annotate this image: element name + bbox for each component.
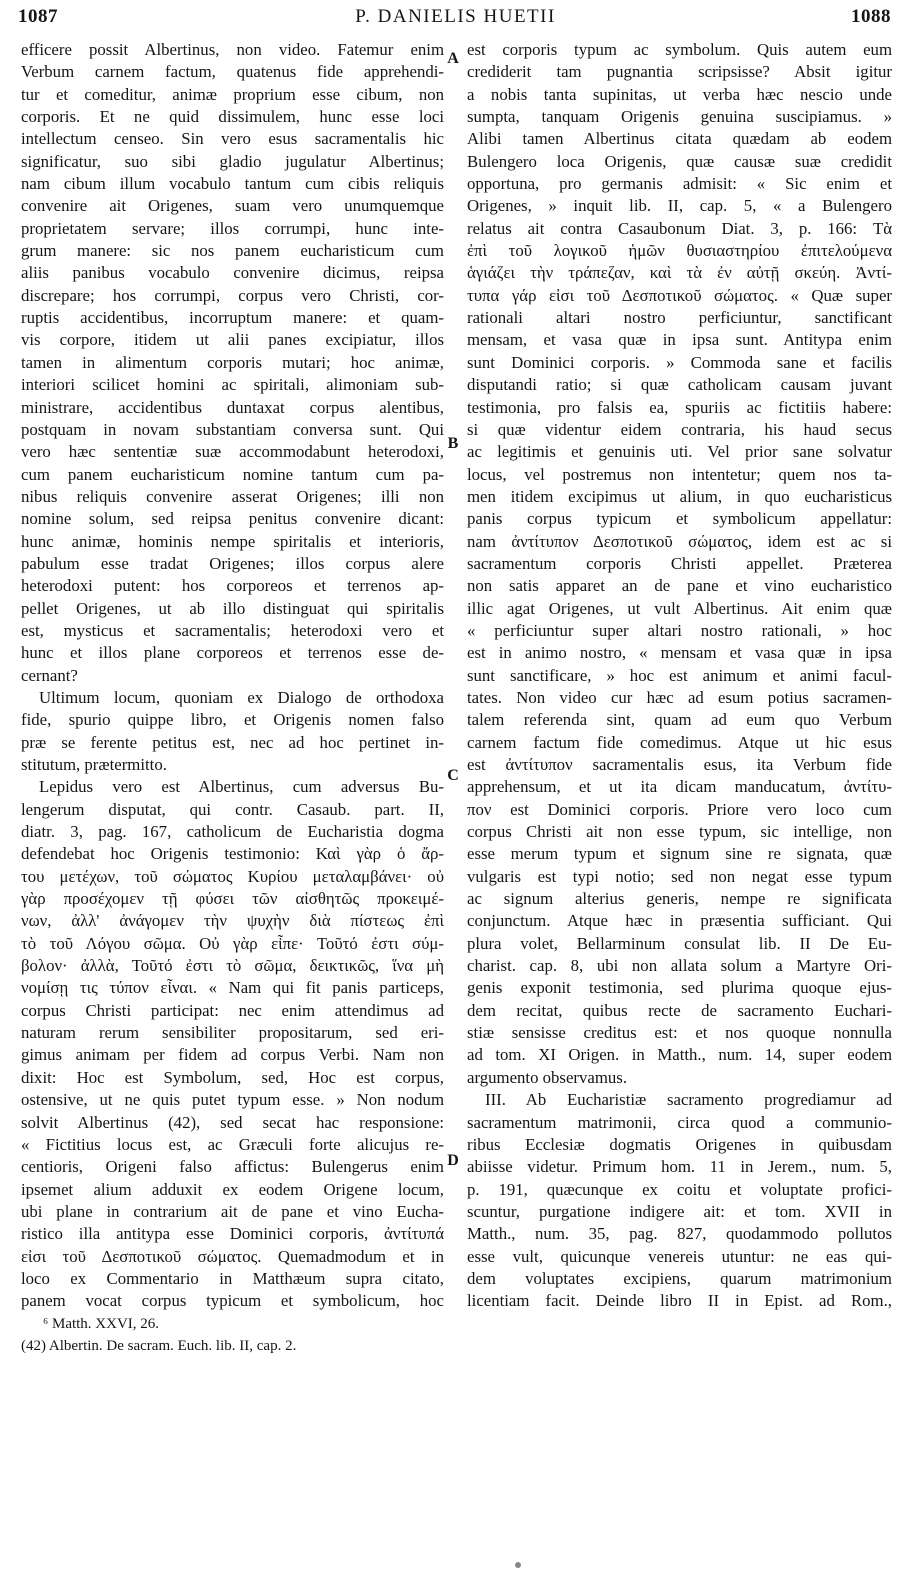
text-line: ad tom. XI Origen. in Matth., num. 14, super eodem (467, 1045, 892, 1065)
text-line: τυπα γάρ εἰσι τοῦ Δεσποτικοῦ σώματος. « Quæ super (467, 285, 892, 305)
text-line: του μετέχων, τοῦ σώματος Κυρίου μεταλαμβάνει· οὐ (21, 866, 444, 886)
text-line: dem voluptates excipiens, quarum matrimonium (467, 1268, 892, 1288)
text-line: scuntur, purgatione indigere ait: et tom. XVII in (467, 1201, 892, 1221)
text-line: esse merum typum et signum sine re signata, quæ (467, 844, 892, 864)
text-line: Ultimum locum, quoniam ex Dialogo de orthodoxa (39, 687, 444, 707)
text-line: rationali altari nostro perficiuntur, sanctificant (467, 308, 892, 328)
text-line: ribus Ecclesiæ dogmatis Origenes in quibusdam (467, 1134, 892, 1154)
text-line: p. 191, quæcunque ex coitu et voluptate profici- (467, 1179, 892, 1199)
section-marker-d: D (447, 1152, 459, 1169)
text-line: si quæ videntur eidem contraria, his haud secus (467, 419, 892, 439)
text-line: νομίσῃ τις τύπον εἶναι. « Nam qui fit panis particeps, (21, 978, 444, 998)
text-line: genis exponit testimonia, sed plurima quoque ejus- (467, 978, 892, 998)
text-line: est corporis typum ac symbolum. Quis autem eum (467, 40, 892, 59)
text-line: sunt sanctificare, » hoc est animum et animi facul- (467, 665, 892, 685)
text-line: convenire ait Origenes, suam vero unumquemque (21, 196, 444, 216)
right-column (467, 39, 892, 1313)
text-line: discrepare; hos corrumpi, corpus vero Christi, cor- (21, 285, 444, 305)
text-line: defendebat hoc Origenis testimonio: Καὶ γὰρ ὁ ἄρ- (21, 844, 444, 864)
text-line: « perficiuntur super altari nostro rationali, » hoc (467, 620, 892, 640)
text-line: testimonia, pro falsis ea, spuriis ac fictitiis habere: (467, 397, 892, 417)
text-line: ac signum alterius generis, nempe re significata (467, 889, 892, 909)
text-line: ipsemet alium adduxit ex eodem Origene locum, (21, 1179, 444, 1199)
text-line: sacramentum matrimonii, circa quod a communio- (467, 1112, 892, 1132)
text-line: esse vult, quicunque venereis utuntur: ne eas qui- (467, 1246, 892, 1266)
text-line: lengerum disputat, qui contr. Casaub. part. II, (21, 799, 444, 819)
text-line: tamen in alimentum corporis mutari; hoc animæ, (21, 352, 444, 372)
text-line: sacramentum corporis Christi appellet. Præterea (467, 553, 892, 573)
text-line: diatr. 3, pag. 167, catholicum de Eucharistia dogma (21, 822, 444, 842)
text-line: aliis panibus vocabulo convenire dicimus, reipsa (21, 263, 444, 283)
text-line: panem vocat corpus typicum et symbolicum, hoc (21, 1291, 444, 1311)
text-line: tates. Non video cur hæc ad esum potius sacramen- (467, 687, 892, 707)
text-line: εἰσι τοῦ Δεσποτικοῦ σώματος. Quemadmodum et in (21, 1246, 444, 1266)
text-line: ruptis accidentibus, incorruptum manere: et quam- (21, 308, 444, 328)
text-line: corpus Christi participat: nec enim attendimus ad (21, 1000, 444, 1020)
text-line: ministrare, accidentibus duntaxat corpus alentibus, (21, 397, 444, 417)
running-title: P. DANIELIS HUETII (355, 6, 556, 27)
text-line: disputandi ratio; si quæ catholicam causam juvant (467, 375, 892, 395)
text-line: ostensive, ut ne quis putet typum esse. » Non nodum (21, 1090, 444, 1110)
text-line: pabulum esse tradat Origenes; illos corpus alere (21, 553, 444, 573)
text-line: « Fictitius locus est, ac Græculi forte alicujus re- (21, 1134, 444, 1154)
text-line: βολον· ἀλλὰ, Τοῦτό ἐστι τὸ σῶμα, δεικτικῶς, ἵνα μὴ (21, 956, 444, 976)
text-line: III. Ab Eucharistiæ sacramento progrediamur ad (485, 1090, 892, 1110)
text-line: illic agat Origenes, ut vult Albertinus. Ait enim quæ (467, 598, 892, 618)
text-line: proprietatem servare; illos corrumpi, hunc inte- (21, 218, 444, 238)
text-line: Verbum carnem factum, quatenus fide apprehendi- (21, 62, 444, 82)
text-line: ubi plane in contrarium ait de pane et vino Eucha- (21, 1201, 444, 1221)
section-marker-b: B (447, 435, 459, 452)
footnote: (42) Albertin. De sacram. Euch. lib. II, cap. 2. (21, 1337, 297, 1354)
section-marker-c: C (447, 767, 459, 784)
text-line: carnem factum fide comedimus. Atque ut hic esus (467, 732, 892, 752)
text-line: sumpta, tanquam Origenis genuina suscipiamus. » (467, 107, 892, 127)
text-line: argumento observamus. (467, 1067, 628, 1087)
text-line: licentiam facit. Deinde libro II in Epist. ad Rom., (467, 1291, 892, 1311)
text-line: dem recitat, quibus recte de sacramento Euchari- (467, 1000, 892, 1020)
text-line: Lepidus vero est Albertinus, cum adversus Bu- (39, 777, 444, 797)
text-line: hunc et illos plane corporeos et terrenos esse de- (21, 643, 444, 663)
text-line: panis corpus typicum et symbolicum appellatur: (467, 509, 892, 529)
text-line: vis corpore, itidem ut alii panes excipiatur, illos (21, 330, 444, 350)
text-line: ristico illa antitypa esse Dominici corporis, ἀντίτυπά (21, 1224, 444, 1244)
page-dot (515, 1562, 521, 1568)
text-line: Alibi tamen Albertinus citata quædam ab eodem (467, 129, 892, 149)
text-line: nibus reliquis convenire asserat Origenes; illi non (21, 486, 444, 506)
text-line: charist. cap. 8, ubi non allata solum a Martyre Ori- (467, 956, 892, 976)
text-line: ἁγιάζει τὴν τράπεζαν, καὶ τὰ ἐν αὐτῇ σκεύη. Ἀντί- (467, 263, 892, 283)
text-line: ac legitimis et genuinis uti. Vel prior sane solvatur (467, 442, 892, 462)
text-line: naturam rerum sensibiliter propositarum, sed eri- (21, 1023, 444, 1043)
text-line: Matth., num. 35, pag. 827, quodammodo pollutos (467, 1224, 892, 1244)
footnote: ⁶ Matth. XXVI, 26. (43, 1315, 160, 1332)
text-line: a nobis tanta supinitas, ut verba hæc nescio unde (467, 84, 892, 104)
text-line: vero hæc sententiæ suæ accommodabunt heterodoxi, (21, 442, 444, 462)
text-line: præ se ferente petitus est, nec ad hoc pertinet in- (21, 732, 444, 752)
text-line: fide, spurio quippe libro, et Origenis nomen falso (21, 710, 444, 730)
text-line: centioris, Origeni falso affictus: Bulengerus enim (21, 1157, 444, 1177)
text-line: plura volet, Bellarminum consulat lib. II De Eu- (467, 933, 892, 953)
text-line: heterodoxi putent: hos corporeos et terrenos ap- (21, 576, 444, 596)
text-line: mensam, et vasa quæ in ipsa sunt. Antitypa enim (467, 330, 892, 350)
text-line: intellectum censeo. Sin vero esus sacramentalis hic (21, 129, 444, 149)
text-line: locus, vel postremus non intentetur; quem nos ta- (467, 464, 892, 484)
text-line: gimus animam per fidem ad corpus Verbi. Nam non (21, 1045, 444, 1065)
text-line: dixit: Hoc est Symbolum, sed, Hoc est corpus, (21, 1067, 444, 1087)
text-line: tur et comeditur, animæ proprium esse cibum, non (21, 84, 444, 104)
text-line: nomine solum, sed reipsa penitus convenire dicant: (21, 509, 444, 529)
text-line: sunt Dominici corporis. » Commoda sane et facilis (467, 352, 892, 372)
text-line: vulgaris est typi notio; sed non negat esse typum (467, 866, 892, 886)
text-line: est ἀντίτυπον sacramentalis esus, ita Verbum fide (467, 755, 892, 774)
text-line: talem referenda sint, quam ad eum quo Verbum (467, 710, 892, 730)
text-line: grum manere: sic nos panem eucharisticum cum (21, 241, 444, 261)
page-number-left: 1087 (18, 6, 58, 27)
text-line: νων, ἀλλ' ἀνάγομεν τὴν ψυχὴν διὰ πίστεως ἐπὶ (21, 911, 444, 931)
text-line: nam cibum illum vocabulo tantum cum cibis reliquis (21, 174, 444, 194)
text-line: non satis apparet an de pane et vino eucharistico (467, 576, 892, 596)
text-line: crediderit tam pugnantia scripsisse? Absit igitur (467, 62, 892, 82)
text-line: nam ἀντίτυπον Δεσποτικοῦ σώματος, idem est ac si (467, 531, 892, 551)
text-line: significatur, suo sibi gladio jugulatur Albertinus; (21, 151, 444, 171)
text-line: cernant? (21, 665, 78, 685)
left-column (21, 39, 444, 1357)
text-line: postquam in novam substantiam conversa sunt. Qui (21, 419, 444, 439)
text-line: opportuna, pro germanis admisit: « Sic enim et (467, 174, 892, 194)
text-line: Origenes, » inquit lib. II, cap. 5, « a Bulengero (467, 196, 892, 216)
text-line: abiisse videtur. Primum hom. 11 in Jerem., num. 5, (467, 1157, 892, 1177)
page-header (0, 6, 911, 32)
text-line: est in animo nostro, « mensam et vasa quæ in ipsa (467, 643, 892, 663)
text-line: loco ex Commentario in Matthæum supra citato, (21, 1268, 444, 1288)
text-line: apprehensum, et ut ita dicam manducatum, ἀντίτυ- (467, 777, 892, 797)
text-line: interiori scilicet homini ac spiritali, alimoniam sub- (21, 375, 444, 395)
text-line: γὰρ προσέχομεν τῇ φύσει τῶν αἰσθητῶς προκειμέ- (21, 889, 444, 909)
text-line: hunc animæ, hominis nempe spiritalis et interioris, (21, 531, 444, 551)
page-number-right: 1088 (851, 6, 891, 27)
text-line: stiæ sensisse creditus est: et nos quoque nonnulla (467, 1023, 892, 1043)
text-line: πον est Dominici corporis. Priore vero loco cum (467, 799, 892, 819)
section-marker-a: A (447, 50, 459, 67)
text-line: cum panem eucharisticum nomine tantum cum pa- (21, 464, 444, 484)
text-line: Bulengero loca Origenis, quæ causæ suæ credidit (467, 151, 892, 171)
text-line: ἐπὶ τοῦ λογικοῦ ἡμῶν θυσιαστηρίου ἐπιτελούμενα (467, 241, 892, 261)
text-line: conjunctum. Atque hæc in præsentia sufficiant. Qui (467, 911, 892, 931)
text-line: solvit Albertinus (42), sed secat hac responsione: (21, 1112, 444, 1132)
text-line: pellet Origenes, ut ab illo distinguat qui spiritalis (21, 598, 444, 618)
text-line: est, mysticus et sacramentalis; heterodoxi vero et (21, 620, 444, 640)
text-line: corpus Christi ait non esse typum, sic intellige, non (467, 822, 892, 842)
text-line: stitutum, prætermitto. (21, 755, 167, 774)
text-line: efficere possit Albertinus, non video. Fatemur enim (21, 40, 444, 59)
text-line: corporis. Et ne quid dissimulem, hunc esse loci (21, 107, 444, 127)
text-line: τὸ τοῦ Λόγου σῶμα. Οὐ γὰρ εἶπε· Τοῦτό ἐστι σύμ- (21, 933, 444, 953)
text-line: men itidem excipimus ut alium, in quo eucharisticus (467, 486, 892, 506)
text-line: relatus ait contra Casaubonum Diat. 3, p. 166: Τὰ (467, 218, 892, 238)
